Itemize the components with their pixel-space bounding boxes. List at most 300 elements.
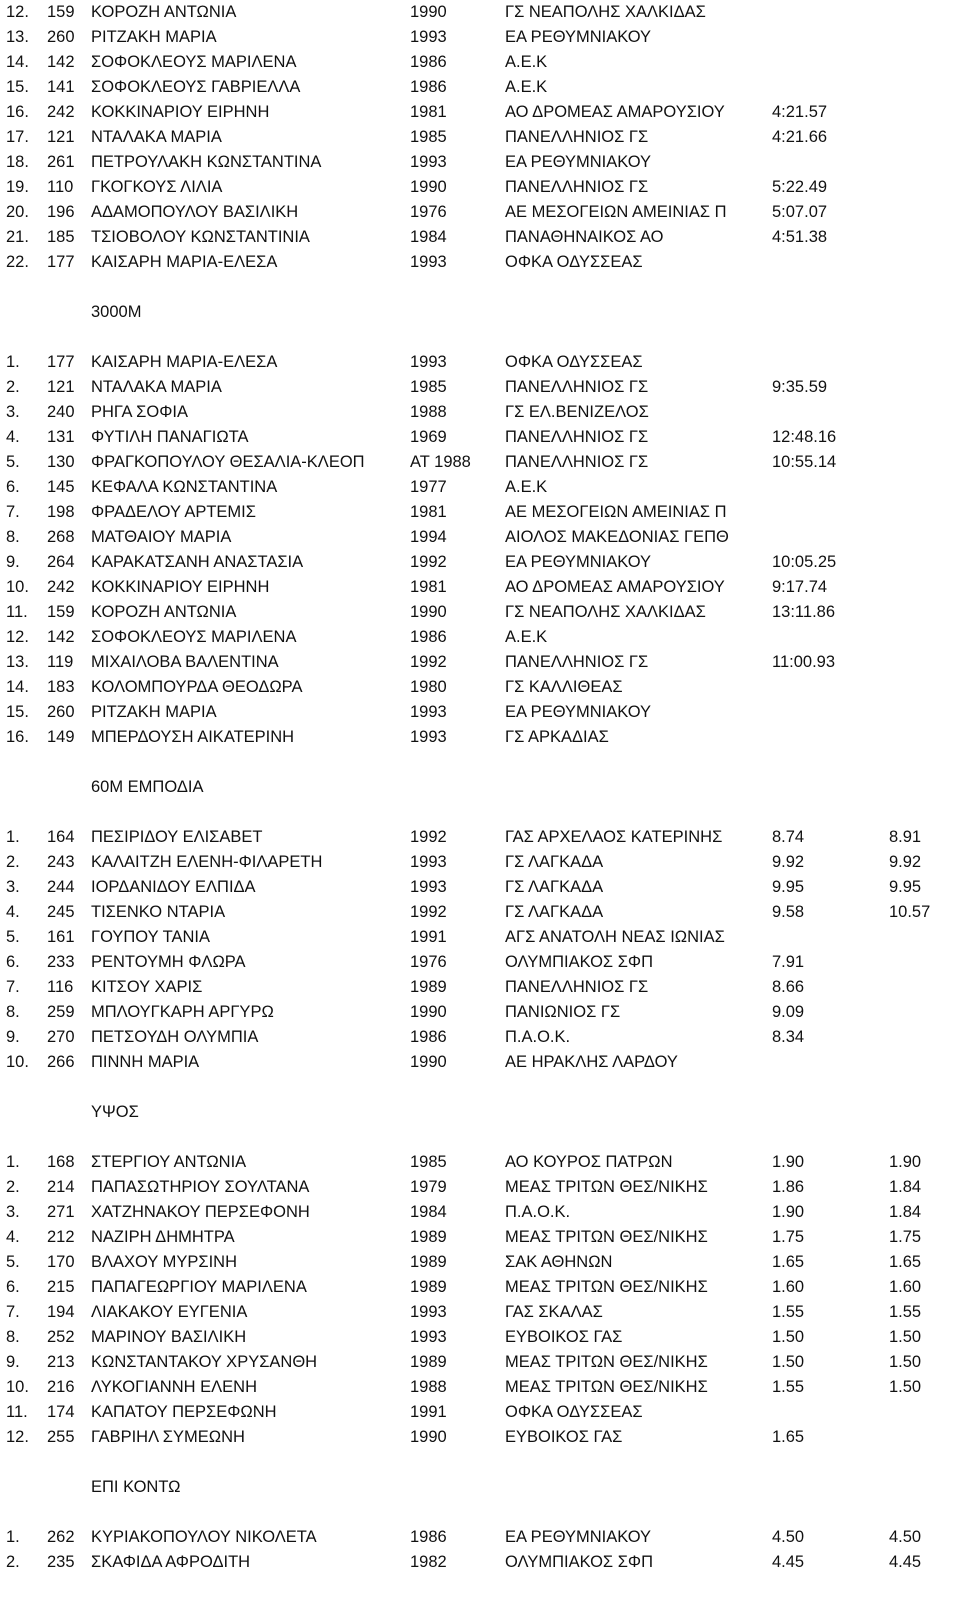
bib-cell: 130 [47,453,75,471]
birth-year: 1984 [410,228,447,246]
athlete-name: ΒΛΑΧΟΥ ΜΥΡΣΙΝΗ [91,1253,238,1271]
club-name: ΠΑΝΕΛΛΗΝΙΟΣ ΓΣ [505,453,649,471]
result-row [0,250,960,275]
result-primary: 1.86 [772,1178,805,1196]
result-row [0,25,960,50]
rank-cell: 1. [6,1153,20,1171]
birth-year: 1988 [410,1378,447,1396]
rank-cell: 3. [6,878,20,896]
athlete-name: ΙΟΡΔΑΝΙΔΟΥ ΕΛΠΙΔΑ [91,878,256,896]
club-name: ΕΑ ΡΕΘΥΜΝΙΑΚΟΥ [505,1528,652,1546]
athlete-name: ΝΤΑΛΑΚΑ ΜΑΡΙΑ [91,128,222,146]
bib-cell: 198 [47,503,75,521]
club-name: ΕΥΒΟΙΚΟΣ ΓΑΣ [505,1428,623,1446]
result-row [0,975,960,1000]
result-row [0,375,960,400]
result-primary: 4:51.38 [772,228,828,246]
birth-year: 1976 [410,203,447,221]
result-row [0,500,960,525]
club-name: ΠΑΝΕΛΛΗΝΙΟΣ ΓΣ [505,653,649,671]
club-name: ΟΛΥΜΠΙΑΚΟΣ ΣΦΠ [505,1553,653,1571]
result-primary: 9.58 [772,903,805,921]
athlete-name: ΓΟΥΠΟΥ ΤΑΝΙΑ [91,928,210,946]
bib-cell: 264 [47,553,75,571]
rank-cell: 7. [6,503,20,521]
rank-cell: 9. [6,553,20,571]
bib-cell: 145 [47,478,75,496]
club-name: ΠΑΝΕΛΛΗΝΙΟΣ ΓΣ [505,128,649,146]
result-secondary: 1.50 [889,1353,922,1371]
birth-year: 1993 [410,1303,447,1321]
result-row [0,1200,960,1225]
result-primary: 4:21.66 [772,128,828,146]
result-primary: 1.55 [772,1378,805,1396]
result-row [0,75,960,100]
result-row [0,575,960,600]
birth-year: 1989 [410,1278,447,1296]
rank-cell: 5. [6,453,20,471]
bib-cell: 268 [47,528,75,546]
result-primary: 12:48.16 [772,428,837,446]
result-row [0,650,960,675]
result-secondary: 1.55 [889,1303,922,1321]
result-secondary: 9.92 [889,853,922,871]
event-heading: 60Μ ΕΜΠΟΔΙΑ [91,778,204,796]
rank-cell: 11. [6,1403,28,1421]
rank-cell: 6. [6,953,20,971]
club-name: ΠΑΝΑΘΗΝΑΙΚΟΣ ΑΟ [505,228,664,246]
birth-year: 1984 [410,1203,447,1221]
bib-cell: 271 [47,1203,75,1221]
club-name: ΟΦΚΑ ΟΔΥΣΣΕΑΣ [505,353,643,371]
result-primary: 10:05.25 [772,553,837,571]
rank-cell: 5. [6,928,20,946]
athlete-name: ΜΙΧΑΙΛΟΒΑ ΒΑΛΕΝΤΙΝΑ [91,653,279,671]
athlete-name: ΚΟΚΚΙΝΑΡΙΟΥ ΕΙΡΗΝΗ [91,578,270,596]
rank-cell: 7. [6,978,20,996]
athlete-name: ΛΙΑΚΑΚΟΥ ΕΥΓΕΝΙΑ [91,1303,248,1321]
club-name: ΜΕΑΣ ΤΡΙΤΩΝ ΘΕΣ/ΝΙΚΗΣ [505,1278,708,1296]
result-row [0,825,960,850]
club-name: ΠΑΝΕΛΛΗΝΙΟΣ ΓΣ [505,378,649,396]
club-name: ΑΟ ΔΡΟΜΕΑΣ ΑΜΑΡΟΥΣΙΟΥ [505,103,725,121]
athlete-name: ΦΡΑΔΕΛΟΥ ΑΡΤΕΜΙΣ [91,503,256,521]
bib-cell: 233 [47,953,75,971]
birth-year: 1991 [410,1403,447,1421]
club-name: Α.Ε.Κ [505,628,548,646]
club-name: ΕΥΒΟΙΚΟΣ ΓΑΣ [505,1328,623,1346]
birth-year: 1985 [410,1153,447,1171]
birth-year: 1992 [410,653,447,671]
athlete-name: ΚΟΛΟΜΠΟΥΡΔΑ ΘΕΟΔΩΡΑ [91,678,303,696]
bib-cell: 131 [47,428,75,446]
athlete-name: ΚΩΝΣΤΑΝΤΑΚΟΥ ΧΡΥΣΑΝΘΗ [91,1353,318,1371]
club-name: ΜΕΑΣ ΤΡΙΤΩΝ ΘΕΣ/ΝΙΚΗΣ [505,1228,708,1246]
club-name: ΑΟ ΔΡΟΜΕΑΣ ΑΜΑΡΟΥΣΙΟΥ [505,578,725,596]
bib-cell: 161 [47,928,75,946]
club-name: ΑΕ ΜΕΣΟΓΕΙΩΝ ΑΜΕΙΝΙΑΣ Π [505,503,727,521]
athlete-name: ΦΡΑΓΚΟΠΟΥΛΟΥ ΘΕΣΑΛΙΑ-ΚΛΕΟΠ [91,453,365,471]
club-name: ΕΑ ΡΕΘΥΜΝΙΑΚΟΥ [505,703,652,721]
bib-cell: 212 [47,1228,75,1246]
rank-cell: 6. [6,478,20,496]
rank-cell: 2. [6,1178,20,1196]
athlete-name: ΚΟΚΚΙΝΑΡΙΟΥ ΕΙΡΗΝΗ [91,103,270,121]
rank-cell: 16. [6,728,29,746]
result-primary: 1.65 [772,1253,805,1271]
athlete-name: ΣΟΦΟΚΛΕΟΥΣ ΜΑΡΙΛΕΝΑ [91,628,297,646]
club-name: Α.Ε.Κ [505,478,548,496]
athlete-name: ΚΥΡΙΑΚΟΠΟΥΛΟΥ ΝΙΚΟΛΕΤΑ [91,1528,317,1546]
athlete-name: ΚΟΡΟΖΗ ΑΝΤΩΝΙΑ [91,3,237,21]
result-row [0,200,960,225]
club-name: ΓΑΣ ΣΚΑΛΑΣ [505,1303,603,1321]
bib-cell: 149 [47,728,75,746]
athlete-name: ΣΟΦΟΚΛΕΟΥΣ ΜΑΡΙΛΕΝΑ [91,53,297,71]
birth-year: 1986 [410,78,447,96]
club-name: Α.Ε.Κ [505,78,548,96]
result-primary: 1.60 [772,1278,805,1296]
result-row [0,1025,960,1050]
birth-year: 1993 [410,253,447,271]
birth-year: 1990 [410,603,447,621]
bib-cell: 261 [47,153,75,171]
club-name: Π.Α.Ο.Κ. [505,1203,571,1221]
bib-cell: 240 [47,403,75,421]
bib-cell: 121 [47,378,75,396]
birth-year: 1993 [410,1328,447,1346]
athlete-name: ΡΙΤΖΑΚΗ ΜΑΡΙΑ [91,28,217,46]
result-row [0,1325,960,1350]
rank-cell: 15. [6,78,29,96]
result-row [0,1150,960,1175]
result-secondary: 4.50 [889,1528,922,1546]
birth-year: 1989 [410,1228,447,1246]
rank-cell: 10. [6,578,29,596]
result-row [0,1300,960,1325]
rank-cell: 2. [6,1553,20,1571]
result-secondary: 1.75 [889,1228,922,1246]
athlete-name: ΠΑΠΑΓΕΩΡΓΙΟΥ ΜΑΡΙΛΕΝΑ [91,1278,307,1296]
club-name: Π.Α.Ο.Κ. [505,1028,571,1046]
result-row [0,1525,960,1550]
result-secondary: 9.95 [889,878,922,896]
result-row [0,1400,960,1425]
birth-year: 1990 [410,178,447,196]
club-name: ΓΣ ΝΕΑΠΟΛΗΣ ΧΑΛΚΙΔΑΣ [505,603,706,621]
athlete-name: ΠΕΤΡΟΥΛΑΚΗ ΚΩΝΣΤΑΝΤΙΝΑ [91,153,322,171]
birth-year: 1989 [410,978,447,996]
birth-year: 1990 [410,1053,447,1071]
birth-year: 1981 [410,578,447,596]
result-row [0,550,960,575]
club-name: ΣΑΚ ΑΘΗΝΩΝ [505,1253,613,1271]
result-row [0,675,960,700]
birth-year: 1993 [410,153,447,171]
bib-cell: 216 [47,1378,75,1396]
club-name: Α.Ε.Κ [505,53,548,71]
birth-year: 1980 [410,678,447,696]
birth-year: 1993 [410,853,447,871]
bib-cell: 196 [47,203,75,221]
birth-year: 1993 [410,728,447,746]
result-primary: 9.92 [772,853,805,871]
club-name: ΑΙΟΛΟΣ ΜΑΚΕΔΟΝΙΑΣ ΓΕΠΘ [505,528,729,546]
birth-year: 1991 [410,928,447,946]
bib-cell: 262 [47,1528,75,1546]
bib-cell: 170 [47,1253,75,1271]
rank-cell: 7. [6,1303,20,1321]
birth-year: 1981 [410,103,447,121]
club-name: ΓΣ ΛΑΓΚΑΔΑ [505,903,604,921]
result-row [0,925,960,950]
club-name: ΓΣ ΝΕΑΠΟΛΗΣ ΧΑΛΚΙΔΑΣ [505,3,706,21]
result-primary: 5:07.07 [772,203,828,221]
birth-year: 1992 [410,553,447,571]
result-primary: 8.34 [772,1028,805,1046]
result-row [0,1175,960,1200]
result-row [0,175,960,200]
result-primary: 1.50 [772,1353,805,1371]
rank-cell: 19. [6,178,29,196]
birth-year: 1990 [410,3,447,21]
rank-cell: 1. [6,828,20,846]
athlete-name: ΠΕΣΙΡΙΔΟΥ ΕΛΙΣΑΒΕΤ [91,828,263,846]
rank-cell: 8. [6,1328,20,1346]
result-primary: 1.90 [772,1153,805,1171]
rank-cell: 2. [6,853,20,871]
birth-year: 1994 [410,528,447,546]
club-name: ΟΦΚΑ ΟΔΥΣΣΕΑΣ [505,1403,643,1421]
bib-cell: 215 [47,1278,75,1296]
birth-year: 1979 [410,1178,447,1196]
club-name: ΓΣ ΕΛ.ΒΕΝΙΖΕΛΟΣ [505,403,649,421]
result-row [0,125,960,150]
club-name: ΠΑΝΕΛΛΗΝΙΟΣ ΓΣ [505,428,649,446]
athlete-name: ΚΙΤΣΟΥ ΧΑΡΙΣ [91,978,203,996]
result-secondary: 1.60 [889,1278,922,1296]
result-row [0,875,960,900]
club-name: ΟΛΥΜΠΙΑΚΟΣ ΣΦΠ [505,953,653,971]
athlete-name: ΚΑΙΣΑΡΗ ΜΑΡΙΑ-ΕΛΕΣΑ [91,253,278,271]
rank-cell: 14. [6,53,29,71]
club-name: ΟΦΚΑ ΟΔΥΣΣΕΑΣ [505,253,643,271]
rank-cell: 1. [6,353,20,371]
rank-cell: 20. [6,203,29,221]
rank-cell: 18. [6,153,29,171]
athlete-name: ΣΚΑΦΙΔΑ ΑΦΡΟΔΙΤΗ [91,1553,251,1571]
result-primary: 7.91 [772,953,805,971]
result-secondary: 1.65 [889,1253,922,1271]
result-primary: 1.65 [772,1428,805,1446]
athlete-name: ΝΤΑΛΑΚΑ ΜΑΡΙΑ [91,378,222,396]
athlete-name: ΓΑΒΡΙΗΛ ΣΥΜΕΩΝΗ [91,1428,245,1446]
athlete-name: ΚΑΛΑΙΤΖΗ ΕΛΕΝΗ-ΦΙΛΑΡΕΤΗ [91,853,323,871]
bib-cell: 141 [47,78,75,96]
bib-cell: 260 [47,28,75,46]
result-row [0,1225,960,1250]
rank-cell: 12. [6,3,29,21]
athlete-name: ΧΑΤΖΗΝΑΚΟΥ ΠΕΡΣΕΦΟΝΗ [91,1203,310,1221]
bib-cell: 185 [47,228,75,246]
birth-year: 1981 [410,503,447,521]
result-primary: 1.50 [772,1328,805,1346]
bib-cell: 142 [47,53,75,71]
rank-cell: 8. [6,528,20,546]
result-row [0,1550,960,1575]
birth-year: 1986 [410,1028,447,1046]
birth-year: 1989 [410,1353,447,1371]
athlete-name: ΚΕΦΑΛΑ ΚΩΝΣΤΑΝΤΙΝΑ [91,478,278,496]
event-heading: ΕΠΙ ΚΟΝΤΩ [91,1478,181,1496]
result-row [0,725,960,750]
club-name: ΜΕΑΣ ΤΡΙΤΩΝ ΘΕΣ/ΝΙΚΗΣ [505,1353,708,1371]
rank-cell: 8. [6,1003,20,1021]
rank-cell: 16. [6,103,29,121]
birth-year: 1982 [410,1553,447,1571]
bib-cell: 242 [47,578,75,596]
result-row [0,350,960,375]
bib-cell: 214 [47,1178,75,1196]
athlete-name: ΚΑΡΑΚΑΤΣΑΝΗ ΑΝΑΣΤΑΣΙΑ [91,553,304,571]
club-name: ΠΑΝΙΩΝΙΟΣ ΓΣ [505,1003,621,1021]
result-primary: 1.90 [772,1203,805,1221]
rank-cell: 21. [6,228,29,246]
bib-cell: 142 [47,628,75,646]
birth-year: 1977 [410,478,447,496]
result-secondary: 1.50 [889,1378,922,1396]
bib-cell: 259 [47,1003,75,1021]
bib-cell: 174 [47,1403,75,1421]
result-row [0,1425,960,1450]
birth-year: 1993 [410,703,447,721]
bib-cell: 270 [47,1028,75,1046]
result-row [0,0,960,25]
athlete-name: ΝΑΖΙΡΗ ΔΗΜΗΤΡΑ [91,1228,235,1246]
birth-year: 1992 [410,903,447,921]
bib-cell: 177 [47,253,75,271]
bib-cell: 260 [47,703,75,721]
rank-cell: 4. [6,428,20,446]
athlete-name: ΡΗΓΑ ΣΟΦΙΑ [91,403,188,421]
athlete-name: ΚΟΡΟΖΗ ΑΝΤΩΝΙΑ [91,603,237,621]
result-row [0,450,960,475]
bib-cell: 159 [47,603,75,621]
birth-year: 1986 [410,53,447,71]
result-row [0,700,960,725]
rank-cell: 2. [6,378,20,396]
bib-cell: 245 [47,903,75,921]
club-name: ΑΕ ΗΡΑΚΛΗΣ ΛΑΡΔΟΥ [505,1053,678,1071]
birth-year: 1993 [410,28,447,46]
result-primary: 1.55 [772,1303,805,1321]
result-row [0,225,960,250]
result-row [0,900,960,925]
result-row [0,525,960,550]
result-row [0,475,960,500]
event-heading: 3000Μ [91,303,142,321]
club-name: ΓΣ ΛΑΓΚΑΔΑ [505,878,604,896]
birth-year: 1988 [410,403,447,421]
result-row [0,100,960,125]
rank-cell: 1. [6,1528,20,1546]
birth-year: 1986 [410,628,447,646]
bib-cell: 116 [47,978,74,996]
athlete-name: ΣΤΕΡΓΙΟΥ ΑΝΤΩΝΙΑ [91,1153,247,1171]
bib-cell: 235 [47,1553,75,1571]
result-row [0,1375,960,1400]
result-row [0,950,960,975]
bib-cell: 242 [47,103,75,121]
result-secondary: 1.50 [889,1328,922,1346]
rank-cell: 9. [6,1353,20,1371]
bib-cell: 168 [47,1153,75,1171]
result-secondary: 10.57 [889,903,931,921]
club-name: ΑΕ ΜΕΣΟΓΕΙΩΝ ΑΜΕΙΝΙΑΣ Π [505,203,727,221]
event-heading: ΥΨΟΣ [91,1103,139,1121]
athlete-name: ΜΑΡΙΝΟΥ ΒΑΣΙΛΙΚΗ [91,1328,247,1346]
result-row [0,1350,960,1375]
athlete-name: ΚΑΠΑΤΟΥ ΠΕΡΣΕΦΩΝΗ [91,1403,277,1421]
athlete-name: ΦΥΤΙΛΗ ΠΑΝΑΓΙΩΤΑ [91,428,249,446]
bib-cell: 159 [47,3,75,21]
athlete-name: ΜΠΕΡΔΟΥΣΗ ΑΙΚΑΤΕΡΙΝΗ [91,728,295,746]
athlete-name: ΚΑΙΣΑΡΗ ΜΑΡΙΑ-ΕΛΕΣΑ [91,353,278,371]
birth-year: 1985 [410,378,447,396]
athlete-name: ΠΑΠΑΣΩΤΗΡΙΟΥ ΣΟΥΛΤΑΝΑ [91,1178,310,1196]
result-secondary: 4.45 [889,1553,922,1571]
athlete-name: ΠΕΤΣΟΥΔΗ ΟΛΥΜΠΙΑ [91,1028,259,1046]
athlete-name: ΣΟΦΟΚΛΕΟΥΣ ΓΑΒΡΙΕΛΛΑ [91,78,301,96]
club-name: ΑΟ ΚΟΥΡΟΣ ΠΑΤΡΩΝ [505,1153,673,1171]
bib-cell: 121 [47,128,75,146]
result-primary: 9.95 [772,878,805,896]
bib-cell: 164 [47,828,75,846]
bib-cell: 183 [47,678,75,696]
athlete-name: ΡΕΝΤΟΥΜΗ ΦΛΩΡΑ [91,953,246,971]
bib-cell: 110 [47,178,74,196]
birth-year: ΑΤ 1988 [410,453,471,471]
birth-year: 1986 [410,1528,447,1546]
club-name: ΕΑ ΡΕΘΥΜΝΙΑΚΟΥ [505,553,652,571]
rank-cell: 4. [6,903,20,921]
birth-year: 1990 [410,1003,447,1021]
result-row [0,1275,960,1300]
athlete-name: ΤΣΙΟΒΟΛΟΥ ΚΩΝΣΤΑΝΤΙΝΙΑ [91,228,310,246]
rank-cell: 13. [6,653,29,671]
club-name: ΓΑΣ ΑΡΧΕΛΑΟΣ ΚΑΤΕΡΙΝΗΣ [505,828,723,846]
birth-year: 1990 [410,1428,447,1446]
rank-cell: 15. [6,703,29,721]
rank-cell: 4. [6,1228,20,1246]
result-row [0,625,960,650]
bib-cell: 119 [47,653,74,671]
bib-cell: 194 [47,1303,75,1321]
club-name: ΕΑ ΡΕΘΥΜΝΙΑΚΟΥ [505,28,652,46]
bib-cell: 255 [47,1428,75,1446]
result-row [0,850,960,875]
result-row [0,600,960,625]
result-primary: 4:21.57 [772,103,828,121]
athlete-name: ΓΚΟΓΚΟΥΣ ΛΙΛΙΑ [91,178,223,196]
athlete-name: ΛΥΚΟΓΙΑΝΝΗ ΕΛΕΝΗ [91,1378,258,1396]
club-name: ΓΣ ΑΡΚΑΔΙΑΣ [505,728,609,746]
club-name: ΕΑ ΡΕΘΥΜΝΙΑΚΟΥ [505,153,652,171]
result-primary: 5:22.49 [772,178,828,196]
result-primary: 11:00.93 [772,653,836,671]
rank-cell: 12. [6,628,29,646]
rank-cell: 3. [6,403,20,421]
